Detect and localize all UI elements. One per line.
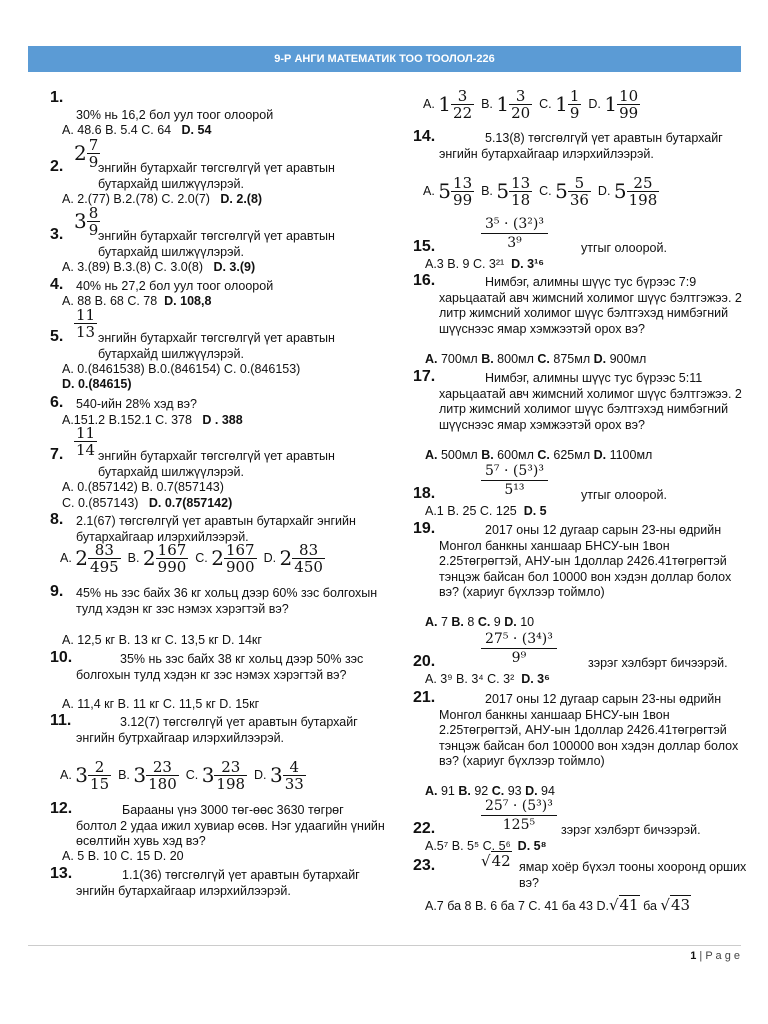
denominator: 15 bbox=[90, 775, 110, 793]
option-d: D. 3¹⁶ bbox=[511, 257, 544, 271]
option-b-label: B. bbox=[458, 784, 471, 798]
fraction bbox=[617, 88, 640, 121]
option-d-label: D. bbox=[504, 615, 517, 629]
question-text: зэрэг хэлбэрт бичээрэй. bbox=[588, 656, 728, 670]
page-number: 1 bbox=[690, 950, 697, 962]
sqrt-icon: √41 bbox=[608, 896, 639, 914]
numerator: 11 bbox=[76, 424, 96, 442]
denominator: 9⁹ bbox=[511, 650, 527, 666]
denominator: 180 bbox=[148, 775, 177, 793]
question-options: A. 0.(857142) B. 0.7(857143) bbox=[62, 480, 224, 494]
numerator: 83 bbox=[292, 542, 325, 559]
options-text: A.5⁷ B. 5⁵ C. 5⁶ bbox=[425, 839, 511, 853]
option-b-label: B. bbox=[481, 352, 494, 366]
numerator: 13 bbox=[511, 174, 531, 192]
option-b-label: B. bbox=[481, 183, 493, 198]
option-c: 875мл bbox=[549, 352, 594, 366]
fraction bbox=[74, 425, 97, 458]
question-number: 2. bbox=[50, 158, 64, 175]
fraction bbox=[451, 88, 474, 121]
options-text: A.7 ба 8 B. 6 ба 7 C. 41 ба 43 bbox=[425, 899, 593, 913]
numerator: 13 bbox=[453, 174, 473, 192]
option-c: 9 bbox=[490, 615, 505, 629]
page-footer bbox=[690, 950, 740, 962]
question-number: 4. bbox=[50, 276, 64, 293]
option-d-label: D. bbox=[593, 448, 607, 462]
fraction bbox=[509, 88, 532, 121]
fraction-whole: 5 bbox=[555, 178, 568, 203]
option-d-label: D. bbox=[263, 550, 277, 565]
option-c-label: C. bbox=[477, 615, 491, 629]
numerator: 10 bbox=[619, 87, 639, 105]
fraction-whole: 1 bbox=[438, 91, 452, 116]
question-number: 20. bbox=[413, 653, 436, 670]
options-text: A. 3⁹ B. 3⁴ C. 3² bbox=[425, 672, 515, 686]
option-c-label: C. bbox=[185, 767, 199, 782]
fraction bbox=[156, 542, 189, 575]
question-number: 1. bbox=[50, 89, 64, 106]
option-d: D. 3.(9) bbox=[213, 260, 256, 274]
footer-separator: | bbox=[696, 950, 706, 962]
denominator: 99 bbox=[619, 104, 639, 122]
option-c-label: C. bbox=[537, 352, 550, 366]
fraction-whole: 2 bbox=[279, 545, 293, 570]
numerator: 11 bbox=[76, 306, 96, 324]
question-options bbox=[425, 672, 550, 688]
expression bbox=[481, 630, 557, 667]
question-options: A. 12,5 кг B. 13 кг C. 13,5 кг D. 14кг bbox=[62, 633, 262, 647]
denominator: 495 bbox=[90, 558, 119, 576]
denominator: 99 bbox=[453, 191, 473, 209]
question-text: 30% нь 16,2 бол уул тоог олоорой bbox=[76, 108, 274, 122]
header-title: 9-Р АНГИ МАТЕМАТИК ТОО ТООЛОЛ-226 bbox=[274, 53, 495, 65]
fraction-whole: 5 bbox=[613, 178, 627, 203]
option-d: 94 bbox=[537, 784, 555, 798]
question-number: 8. bbox=[50, 511, 64, 528]
fraction-whole: 2 bbox=[211, 545, 224, 570]
option-d-label: D. bbox=[254, 767, 267, 782]
denominator: 450 bbox=[294, 558, 323, 576]
question-number: 12. bbox=[50, 800, 73, 817]
fraction-whole: 3 bbox=[75, 762, 89, 787]
option-c: 93 bbox=[504, 784, 526, 798]
fraction bbox=[568, 175, 591, 208]
options-text: A. 2.(77) B.2.(78) C. 2.0(7) bbox=[62, 192, 210, 206]
question-number: 21. bbox=[413, 689, 436, 706]
radicand: 41 bbox=[619, 896, 639, 914]
fraction bbox=[568, 88, 582, 121]
expression bbox=[481, 797, 557, 834]
denominator: 125⁵ bbox=[502, 817, 536, 833]
option-d: D. 108,8 bbox=[164, 294, 212, 308]
question-text: 35% нь зэс байх 38 кг хольц дээр 50% зэс болгохын тулд хэдэн кг зэс нэмэх хэрэгтэй вэ? bbox=[76, 652, 364, 682]
question-text: энгийн бутархайг төгсгөлгүй үет аравтын бутархайд шилжүүлэрэй. bbox=[98, 161, 335, 191]
option-b: 92 bbox=[470, 784, 492, 798]
denominator: 198 bbox=[628, 191, 658, 209]
question-number: 16. bbox=[413, 272, 436, 289]
numerator: 3 bbox=[451, 88, 474, 105]
question-number: 5. bbox=[50, 328, 64, 345]
option-d: D. 0.7(857142) bbox=[148, 496, 233, 510]
option-d: D. 5⁸ bbox=[517, 839, 547, 853]
question-number: 7. bbox=[50, 446, 64, 463]
numerator: 5 bbox=[568, 175, 591, 192]
denominator: 33 bbox=[284, 775, 304, 793]
denominator: 14 bbox=[76, 441, 96, 459]
question-text: 2017 оны 12 дугаар сарын 23-ны өдрийн Монгол банкны ханшаар БНСУ-ын 1вон 2.25төгрөгтэй, АНУ-ын 1доллар 2426.41төгрөгтэй тэнцэж байсан бол 100000 вон хэдэн доллар болох вэ? (хариуг бүхлээр тоймло) bbox=[439, 692, 739, 768]
fraction bbox=[481, 462, 548, 499]
question-text: утгыг олоорой. bbox=[581, 241, 667, 255]
fraction bbox=[146, 759, 179, 792]
options-text: A. 3.(89) B.3.(8) C. 3.0(8) bbox=[62, 260, 204, 274]
question-number: 18. bbox=[413, 485, 436, 502]
option-a-label: A. bbox=[60, 767, 72, 782]
option-c-label: C. bbox=[539, 96, 552, 111]
option-b-label: B. bbox=[481, 448, 494, 462]
numerator: 5⁷ · (5³)³ bbox=[481, 462, 548, 481]
denominator: 22 bbox=[453, 104, 473, 122]
fraction bbox=[214, 759, 247, 792]
option-d-label: D. bbox=[593, 352, 607, 366]
fraction bbox=[74, 307, 97, 340]
denominator: 20 bbox=[511, 104, 531, 122]
options-text: A. 88 B. 68 C. 78 bbox=[62, 294, 158, 308]
option-b: 600мл bbox=[493, 448, 538, 462]
option-c-label: C. bbox=[537, 448, 550, 462]
options-text: A.3 B. 9 C. 3²¹ bbox=[425, 257, 505, 271]
denominator: 9 bbox=[88, 153, 99, 171]
question-number: 23. bbox=[413, 857, 436, 874]
denominator: 990 bbox=[157, 558, 187, 576]
question-options: A. 5 B. 10 C. 15 D. 20 bbox=[62, 849, 184, 863]
question-text: энгийн бутархайг төгсгөлгүй үет аравтын бутархайд шилжүүлэрэй. bbox=[98, 229, 335, 259]
option-a: 91 bbox=[437, 784, 459, 798]
option-b-label: B. bbox=[127, 550, 140, 565]
question-number: 9. bbox=[50, 583, 64, 600]
denominator: 9 bbox=[569, 104, 580, 122]
option-c: C. 0.(857143) bbox=[62, 496, 139, 510]
numerator: 3 bbox=[509, 88, 532, 105]
fraction-whole: 2 bbox=[142, 545, 156, 570]
option-a-label: A. bbox=[425, 784, 438, 798]
option-a-label: A. bbox=[425, 352, 438, 366]
question-options-2 bbox=[62, 496, 232, 512]
option-b-label: B. bbox=[118, 767, 130, 782]
numerator: 23 bbox=[146, 759, 179, 776]
question-number: 19. bbox=[413, 520, 436, 537]
fraction-whole: 1 bbox=[555, 91, 568, 116]
mixed-fraction bbox=[74, 205, 100, 238]
denominator: 9 bbox=[88, 221, 99, 239]
sqrt-icon: √42 bbox=[481, 852, 511, 870]
question-text: зэрэг хэлбэрт бичээрэй. bbox=[561, 823, 701, 837]
options-text: A.151.2 B.152.1 C. 378 bbox=[62, 413, 192, 427]
option-b: 800мл bbox=[493, 352, 538, 366]
option-d: D. 3⁶ bbox=[521, 672, 550, 686]
question-text: 2.1(67) төгсгөлгүй үет аравтын бутархайг энгийн бутархайгаар илэрхийлээрэй. bbox=[76, 514, 356, 544]
expression bbox=[481, 215, 548, 252]
option-a-label: A. bbox=[423, 183, 435, 198]
question-text: 40% нь 27,2 бол уул тоог олоорой bbox=[76, 279, 274, 293]
option-c: 625мл bbox=[549, 448, 594, 462]
question-options bbox=[60, 542, 325, 575]
question-text: 2017 оны 12 дугаар сарын 23-ны өдрийн Монгол банкны ханшаар БНСУ-ын 1вон 2.25төгрөгтэй, АНУ-ын 1доллар 2426.41төгрөгтэй тэнцэж байсан бол 10000 вон хэдэн доллар болох вэ? (хариуг бүхлээр тоймло) bbox=[439, 523, 732, 599]
fraction bbox=[627, 175, 660, 208]
question-options: A. 0.(8461538) B.0.(846154) C. 0.(846153) bbox=[62, 362, 301, 376]
fraction-whole: 1 bbox=[496, 91, 510, 116]
numerator: 83 bbox=[88, 542, 121, 559]
numerator: 7 bbox=[88, 136, 99, 154]
question-text: 45% нь зэс байх 36 кг хольц дээр 60% зэс болгохын тулд хэдэн кг зэс нэмэх хэрэгтэй вэ? bbox=[76, 586, 378, 616]
fraction bbox=[509, 175, 532, 208]
question-options bbox=[425, 257, 544, 273]
sqrt-icon: √43 bbox=[660, 896, 691, 914]
page-label: P a g e bbox=[705, 950, 740, 962]
question-options bbox=[425, 352, 646, 368]
fraction bbox=[224, 542, 257, 575]
numerator: 8 bbox=[88, 204, 99, 222]
question-text: утгыг олоорой. bbox=[581, 488, 667, 502]
question-text: Барааны үнэ 3000 төг-өөс 3630 төгрөг болтол 2 удаа ижил хувиар өсөв. Нэг удаагийн үнийн өсөлтийн хувь хэд вэ? bbox=[76, 803, 385, 848]
question-options bbox=[423, 88, 640, 121]
option-a: 500мл bbox=[437, 448, 482, 462]
footer-divider bbox=[28, 945, 741, 946]
option-c-label: C. bbox=[539, 183, 552, 198]
numerator: 2 bbox=[88, 759, 111, 776]
fraction-whole: 3 bbox=[270, 762, 283, 787]
options-text: A. 48.6 B. 5.4 C. 64 bbox=[62, 123, 172, 137]
question-number: 13. bbox=[50, 865, 73, 882]
option-a-label: A. bbox=[425, 448, 438, 462]
fraction-whole: 3 bbox=[133, 762, 147, 787]
fraction bbox=[292, 542, 325, 575]
question-options: A. 11,4 кг B. 11 кг C. 11,5 кг D. 15кг bbox=[62, 697, 260, 711]
question-options bbox=[62, 260, 255, 276]
option-a-label: A. bbox=[423, 96, 435, 111]
numerator: 1 bbox=[569, 87, 580, 105]
question-options bbox=[425, 615, 534, 631]
denominator: 5¹³ bbox=[504, 482, 525, 498]
denominator: 36 bbox=[569, 191, 589, 209]
option-a-label: A. bbox=[425, 615, 438, 629]
fraction-wrap bbox=[74, 425, 97, 458]
question-number: 6. bbox=[50, 394, 64, 411]
fraction bbox=[451, 175, 474, 208]
sqrt-expression bbox=[481, 854, 512, 871]
fraction bbox=[481, 630, 557, 667]
option-d: D. 5 bbox=[523, 504, 547, 518]
question-text: 1.1(36) төгсгөлгүй үет аравтын бутархайг энгийн бутархайгаар илэрхийлээрэй. bbox=[76, 868, 360, 898]
option-b-label: B. bbox=[481, 96, 493, 111]
question-text: Нимбэг, алимны шүүс тус бүрээс 7:9 харьцаатай авч жимсний холимог шүүс бэлтгэжээ. 2 литр жимсний холимог шүүс бэлтгэхэд нимбэгний шүүснээс ямар хэмжээтэй орох вэ? bbox=[439, 275, 742, 336]
denominator: 900 bbox=[225, 558, 255, 576]
numerator: 27⁵ · (3⁴)³ bbox=[481, 630, 557, 649]
question-number: 17. bbox=[413, 368, 436, 385]
option-d: 1100мл bbox=[606, 448, 653, 462]
question-number: 14. bbox=[413, 128, 436, 145]
option-d: 10 bbox=[516, 615, 535, 629]
option-b: 8 bbox=[463, 615, 478, 629]
question-options bbox=[425, 504, 547, 520]
fraction-whole: 2 bbox=[75, 545, 89, 570]
numerator: 167 bbox=[225, 541, 255, 559]
question-options bbox=[425, 898, 691, 915]
fraction bbox=[88, 759, 111, 792]
numerator: 3⁵ · (3²)³ bbox=[481, 215, 548, 234]
option-d: D. 0.(84615) bbox=[62, 377, 132, 391]
denominator: 198 bbox=[216, 775, 246, 793]
question-number: 10. bbox=[50, 649, 73, 666]
option-b-label: B. bbox=[451, 615, 464, 629]
option-d-connector: ба bbox=[639, 899, 661, 913]
option-d-label: D. bbox=[588, 96, 601, 111]
fraction-whole: 1 bbox=[604, 91, 618, 116]
numerator: 23 bbox=[214, 759, 247, 776]
denominator: 13 bbox=[76, 323, 96, 341]
question-text: Нимбэг, алимны шүүс тус бүрээс 5:11 харьцаатай авч жимсний холимог шүүс бэлтгэжээ. 2 литр жимсний холимог шүүс бэлтгэхэд нимбэгний шүүснээс ямар хэмжээтэй орох вэ? bbox=[439, 371, 742, 432]
option-a-label: A. bbox=[60, 550, 72, 565]
numerator: 167 bbox=[157, 541, 187, 559]
fraction-wrap bbox=[74, 307, 97, 340]
option-c-label: C. bbox=[195, 550, 208, 565]
radicand: 42 bbox=[491, 852, 511, 870]
question-text: энгийн бутархайг төгсгөлгүй үет аравтын бутархайд шилжүүлэрэй. bbox=[98, 331, 335, 361]
options-text: A.1 B. 25 C. 125 bbox=[425, 504, 517, 518]
option-d: D . 388 bbox=[202, 413, 243, 427]
option-d-label: D. bbox=[597, 183, 611, 198]
question-text: 540-ийн 28% хэд вэ? bbox=[76, 397, 197, 411]
numerator: 4 bbox=[283, 759, 306, 776]
question-text: 3.12(7) төгсгөлгүй үет аравтын бутархайг энгийн бутрхайгаар илэрхийлээрэй. bbox=[76, 715, 358, 745]
fraction-whole: 3 bbox=[74, 208, 87, 233]
radicand: 43 bbox=[670, 896, 691, 914]
option-a: 700мл bbox=[437, 352, 482, 366]
question-options bbox=[60, 759, 306, 792]
denominator: 3⁹ bbox=[507, 235, 522, 251]
option-d: D. 2.(8) bbox=[220, 192, 263, 206]
fraction bbox=[481, 215, 548, 252]
question-number: 3. bbox=[50, 226, 64, 243]
fraction-whole: 2 bbox=[74, 140, 87, 165]
fraction bbox=[88, 542, 121, 575]
question-number: 22. bbox=[413, 820, 436, 837]
question-text: ямар хоёр бүхэл тооны хооронд орших вэ? bbox=[519, 860, 747, 890]
question-text: энгийн бутархайг төгсгөлгүй үет аравтын бутархайд шилжүүлэрэй. bbox=[98, 449, 335, 479]
fraction-whole: 5 bbox=[438, 178, 452, 203]
numerator: 25⁷ · (5³)³ bbox=[481, 797, 557, 816]
fraction-whole: 5 bbox=[496, 178, 510, 203]
option-d-label: D. bbox=[525, 784, 538, 798]
question-number: 11. bbox=[50, 712, 72, 729]
option-a: 7 bbox=[437, 615, 452, 629]
option-d: 900мл bbox=[606, 352, 647, 366]
question-options bbox=[423, 175, 659, 208]
question-text: 5.13(8) төгсгөлгүй үет аравтын бутархайг энгийн бутархайгаар илэрхийлээрэй. bbox=[439, 131, 723, 161]
option-c-label: C. bbox=[491, 784, 505, 798]
option-d: D. 54 bbox=[181, 123, 212, 137]
question-number: 15. bbox=[413, 238, 436, 255]
fraction bbox=[481, 797, 557, 834]
fraction bbox=[283, 759, 306, 792]
option-d-label: D. bbox=[596, 899, 609, 913]
mixed-fraction bbox=[74, 137, 100, 170]
numerator: 25 bbox=[627, 175, 660, 192]
fraction-whole: 3 bbox=[201, 762, 215, 787]
expression bbox=[481, 462, 548, 499]
denominator: 18 bbox=[511, 191, 531, 209]
page-header bbox=[28, 46, 741, 72]
